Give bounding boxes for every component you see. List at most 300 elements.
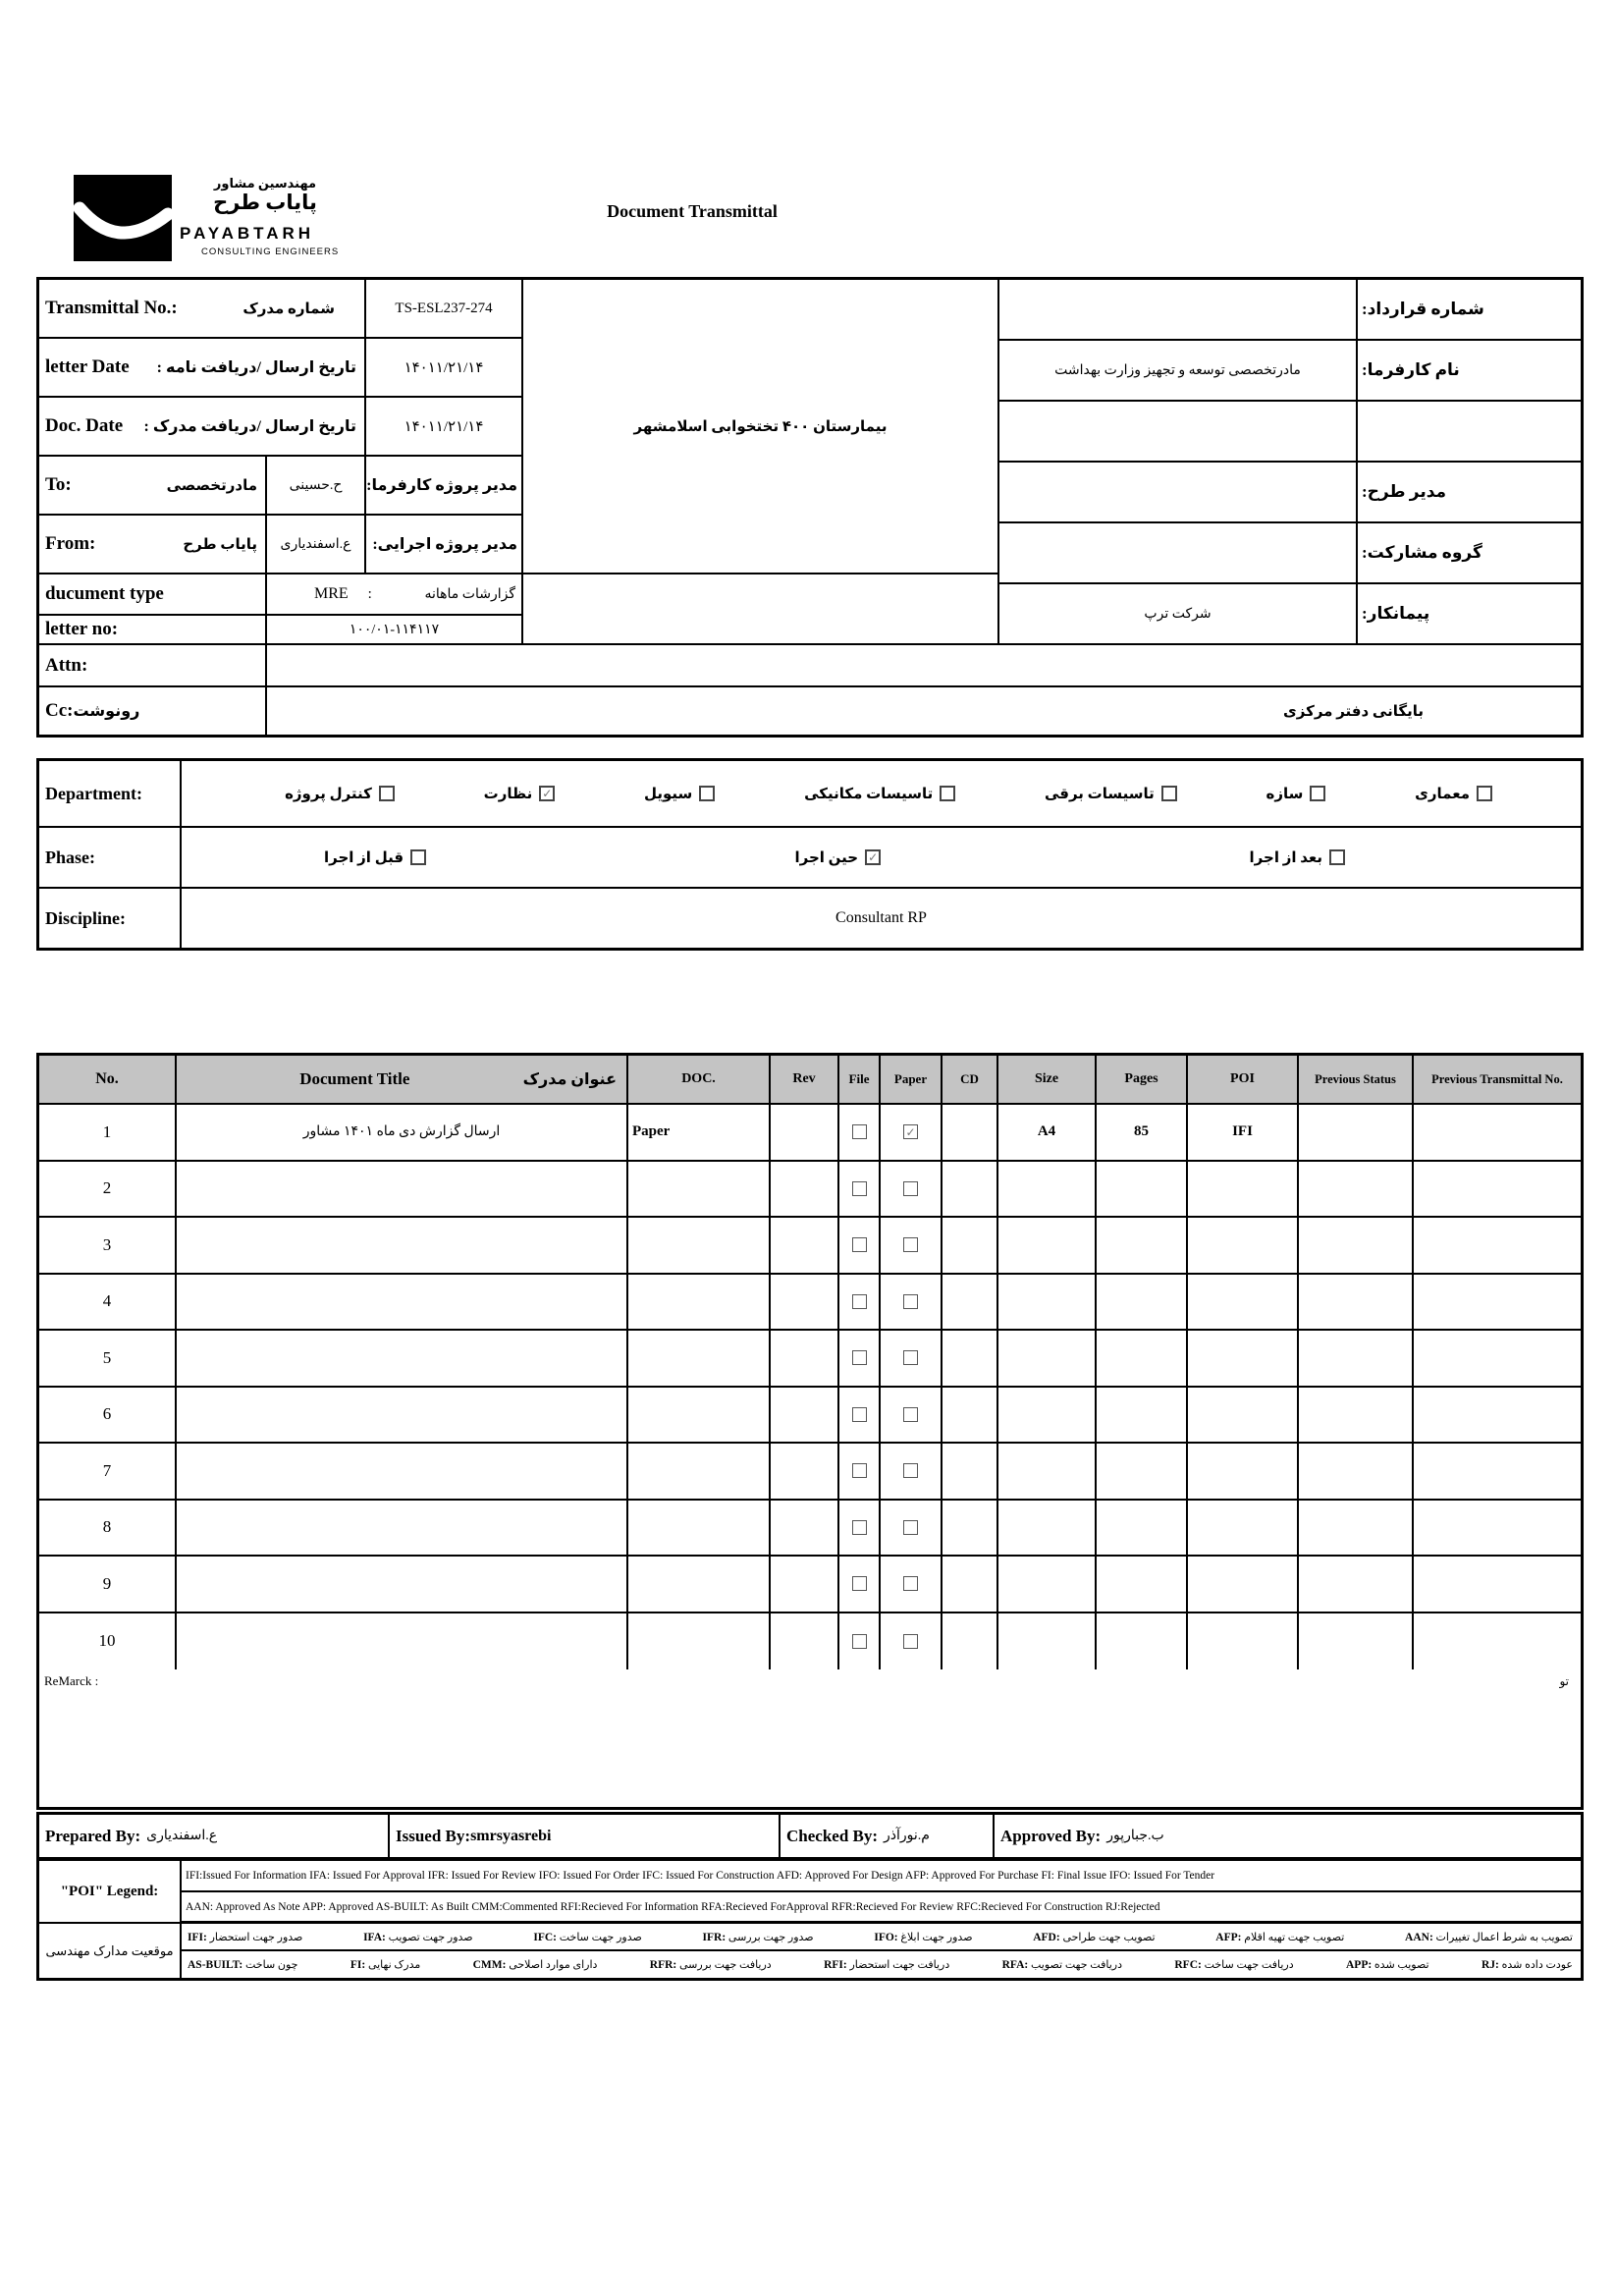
legend-item xyxy=(1215,1931,1344,1943)
letter-no-label-cell xyxy=(39,616,267,645)
doc-row-cell-size xyxy=(998,1275,1097,1332)
doc-row-cell-paper xyxy=(881,1105,943,1162)
doc-row-cell-paper xyxy=(881,1162,943,1219)
doc-row-cell-pages xyxy=(1097,1162,1188,1219)
paper-checkbox[interactable] xyxy=(903,1350,918,1365)
col-header-rev: Rev xyxy=(771,1056,839,1105)
legend-desc: عودت داده شده xyxy=(1501,1959,1573,1971)
doc-row-cell-no: 7 xyxy=(39,1444,177,1501)
file-checkbox[interactable] xyxy=(852,1576,867,1591)
phase-item xyxy=(794,848,881,867)
department-item-label: معماری xyxy=(1415,786,1470,802)
doc-row-cell-poi xyxy=(1188,1613,1299,1670)
to-cell xyxy=(39,457,267,516)
doc-row-cell-paper xyxy=(881,1501,943,1558)
legend-code: IFI: xyxy=(188,1931,207,1943)
file-checkbox[interactable] xyxy=(852,1350,867,1365)
department-item xyxy=(1045,785,1177,803)
doc-row-cell-poi xyxy=(1188,1331,1299,1388)
department-item xyxy=(285,785,395,803)
doc-row-cell-no: 8 xyxy=(39,1501,177,1558)
transmittal-no-label-cell xyxy=(39,280,366,339)
col-header-file: File xyxy=(839,1056,881,1105)
doc-row-cell-prev_status xyxy=(1299,1218,1414,1275)
legend-en-line1: IFI:Issued For Information IFA: Issued For Approval IFR: Issued For Review IFO: Issued For Order IFC: Issued For Construction AFD: Approved For Design AFP: Approved For Purchase FI: Final Issue IFO: Issued For Tender xyxy=(182,1861,1581,1892)
doc-row-cell-prev_status xyxy=(1299,1105,1414,1162)
doc-row-cell-doc xyxy=(628,1275,771,1332)
transmittal-no-label-en: Transmittal No.: xyxy=(45,298,178,318)
doc-row-cell-size: A4 xyxy=(998,1105,1097,1162)
legend-item xyxy=(703,1931,814,1943)
legend-desc: صدور جهت تصویب xyxy=(388,1931,473,1943)
logo-subtitle: CONSULTING ENGINEERS xyxy=(201,246,340,257)
legend-code: RFC: xyxy=(1174,1959,1202,1971)
legend-code: AS-BUILT: xyxy=(188,1959,243,1971)
doc-row-cell-doc xyxy=(628,1613,771,1670)
checked-by-label: Checked By: xyxy=(786,1826,879,1845)
letter-date-value: ۱۴۰۱۱/۲۱/۱۴ xyxy=(366,339,523,398)
paper-checkbox[interactable] xyxy=(903,1463,918,1478)
doc-row-cell-file xyxy=(839,1557,881,1613)
doc-row-cell-size xyxy=(998,1218,1097,1275)
doc-row-cell-doc xyxy=(628,1388,771,1445)
legend-desc: دریافت جهت بررسی xyxy=(679,1959,772,1971)
legend-code: IFC: xyxy=(533,1931,557,1943)
checkbox-bad-az-ejra[interactable] xyxy=(1329,849,1345,865)
page-title: Document Transmittal xyxy=(607,201,778,221)
doc-row-cell-cd xyxy=(943,1501,998,1558)
legend-item xyxy=(650,1958,772,1971)
design-manager-label-cell xyxy=(1358,463,1581,523)
legend-desc: مدرک نهایی xyxy=(367,1959,421,1971)
doc-status-legend-label: موقعیت مدارک مهندسی xyxy=(39,1924,182,1978)
file-checkbox[interactable] xyxy=(852,1237,867,1252)
contractor-label-cell xyxy=(1358,584,1581,645)
empty-row-value xyxy=(999,402,1358,463)
payabtarh-logo xyxy=(74,175,172,261)
doc-row-cell-file xyxy=(839,1613,881,1670)
contractor-label: پیمانکار: xyxy=(1362,604,1430,623)
paper-checkbox[interactable] xyxy=(903,1576,918,1591)
doc-row-cell-title xyxy=(177,1557,628,1613)
paper-checkbox[interactable] xyxy=(903,1520,918,1535)
signatures-row xyxy=(36,1812,1584,1860)
contractor-value: شرکت ترپ xyxy=(999,584,1358,645)
letter-no-label: letter no: xyxy=(45,619,119,639)
doc-row-cell-prev_transmittal xyxy=(1414,1501,1581,1558)
legend-desc: دریافت جهت ساخت xyxy=(1204,1959,1294,1971)
phase-item-label: حین اجرا xyxy=(794,849,859,866)
doc-row-cell-pages: 85 xyxy=(1097,1105,1188,1162)
legend-desc: دارای موارد اصلاحی xyxy=(509,1959,598,1971)
doc-row-cell-prev_status xyxy=(1299,1275,1414,1332)
issued-by-cell xyxy=(390,1815,781,1857)
remark-box xyxy=(36,1669,1584,1810)
doc-row-cell-prev_transmittal xyxy=(1414,1275,1581,1332)
legend-item xyxy=(533,1931,641,1943)
logo-name-en: PAYABTARH xyxy=(180,224,315,243)
doc-row-cell-paper xyxy=(881,1218,943,1275)
department-item xyxy=(1266,785,1326,803)
doc-row-cell-paper xyxy=(881,1444,943,1501)
legend-desc: دریافت جهت استحضار xyxy=(849,1959,950,1971)
prepared-by-label: Prepared By: xyxy=(45,1826,141,1845)
doc-row-cell-poi xyxy=(1188,1275,1299,1332)
doc-row-cell-prev_status xyxy=(1299,1613,1414,1670)
contract-no-value xyxy=(999,280,1358,341)
doc-row-cell-size xyxy=(998,1331,1097,1388)
classification-table xyxy=(36,758,1584,951)
legend-item xyxy=(350,1958,420,1971)
checkbox-nezarat[interactable]: ✓ xyxy=(539,786,555,801)
doc-row-cell-rev xyxy=(771,1501,839,1558)
from-cell xyxy=(39,516,267,574)
legend-desc: تصویب شده xyxy=(1374,1959,1429,1971)
col-header-cd: CD xyxy=(943,1056,998,1105)
doc-row-cell-rev xyxy=(771,1557,839,1613)
header-table xyxy=(36,277,1584,738)
doc-row-cell-file xyxy=(839,1331,881,1388)
doc-date-label-en: Doc. Date xyxy=(45,415,124,436)
legend-code: RJ: xyxy=(1481,1959,1499,1971)
doc-row-cell-prev_status xyxy=(1299,1444,1414,1501)
doc-row-cell-no: 4 xyxy=(39,1275,177,1332)
phase-item-label: بعد از اجرا xyxy=(1249,849,1322,866)
checked-by-name: م.نورآذر xyxy=(884,1829,930,1843)
doc-row-cell-title xyxy=(177,1613,628,1670)
legend-code: IFR: xyxy=(702,1931,727,1943)
phase-item xyxy=(324,848,426,867)
issued-by-name: smrsyasrebi xyxy=(470,1827,552,1844)
doc-row-cell-no: 10 xyxy=(39,1613,177,1670)
doc-row-cell-rev xyxy=(771,1444,839,1501)
checkbox-memari[interactable] xyxy=(1477,786,1492,801)
transmittal-no-value: TS-ESL237-274 xyxy=(366,280,523,339)
exec-pm-label-cell xyxy=(366,516,523,574)
discipline-label-cell xyxy=(39,889,182,948)
doc-row-cell-rev xyxy=(771,1275,839,1332)
doc-row-cell-title xyxy=(177,1388,628,1445)
partnership-group-value xyxy=(999,523,1358,584)
cc-label-cell xyxy=(39,687,267,735)
doc-row-cell-paper xyxy=(881,1331,943,1388)
doc-row-cell-cd xyxy=(943,1557,998,1613)
doc-row-cell-prev_transmittal xyxy=(1414,1444,1581,1501)
project-name: بیمارستان ۴۰۰ تختخوابی اسلامشهر xyxy=(523,280,999,574)
doc-row-cell-pages xyxy=(1097,1501,1188,1558)
phase-item xyxy=(1250,848,1345,867)
remark-note: تو xyxy=(1559,1674,1569,1688)
doc-row-cell-cd xyxy=(943,1444,998,1501)
department-item-label: سیویل xyxy=(644,786,693,802)
doc-row-cell-prev_transmittal xyxy=(1414,1388,1581,1445)
checkbox-tasisat-mekaniki[interactable] xyxy=(940,786,955,801)
doc-row-cell-title: ارسال گزارش دی ماه ۱۴۰۱ مشاور xyxy=(177,1105,628,1162)
doc-row-cell-paper xyxy=(881,1557,943,1613)
doc-row-cell-prev_status xyxy=(1299,1162,1414,1219)
file-checkbox[interactable] xyxy=(852,1124,867,1139)
logo-tagline-fa: مهندسین مشاور xyxy=(213,176,317,191)
paper-checkbox[interactable] xyxy=(903,1634,918,1649)
doc-row-cell-rev xyxy=(771,1388,839,1445)
phase-label: Phase: xyxy=(45,847,95,867)
contract-no-label-cell xyxy=(1358,280,1581,341)
design-manager-value xyxy=(999,463,1358,523)
doc-row-cell-no: 1 xyxy=(39,1105,177,1162)
cc-label-en: Cc: xyxy=(45,700,74,721)
file-checkbox[interactable] xyxy=(852,1463,867,1478)
checkbox-sazeh[interactable] xyxy=(1310,786,1325,801)
attn-value xyxy=(267,645,1581,687)
doc-row-cell-cd xyxy=(943,1162,998,1219)
legend-code: IFO: xyxy=(874,1931,898,1943)
department-item xyxy=(644,785,715,803)
doc-row-cell-doc xyxy=(628,1557,771,1613)
doc-date-value: ۱۴۰۱۱/۲۱/۱۴ xyxy=(366,398,523,457)
doc-row-cell-no: 3 xyxy=(39,1218,177,1275)
legend-desc: صدور جهت بررسی xyxy=(727,1931,814,1943)
cc-value-cell xyxy=(267,687,1581,735)
client-name-label: نام کارفرما: xyxy=(1362,360,1460,379)
legend-item xyxy=(1481,1958,1573,1971)
department-options xyxy=(182,761,1581,828)
checkbox-ghabl-az-ejra[interactable] xyxy=(410,849,426,865)
legend-desc: دریافت جهت تصویب xyxy=(1030,1959,1122,1971)
doc-row-cell-rev xyxy=(771,1331,839,1388)
legend-item xyxy=(1405,1931,1573,1943)
doc-row-cell-doc xyxy=(628,1162,771,1219)
department-label-cell xyxy=(39,761,182,828)
doc-row-cell-file xyxy=(839,1388,881,1445)
doc-row-cell-size xyxy=(998,1388,1097,1445)
col-header-no: No. xyxy=(39,1056,177,1105)
empty-row-label-cell xyxy=(1358,402,1581,463)
col-header-prev-transmittal: Previous Transmittal No. xyxy=(1414,1056,1581,1105)
legend-item xyxy=(188,1958,297,1971)
legend-item xyxy=(188,1931,302,1943)
doc-row-cell-poi xyxy=(1188,1388,1299,1445)
document-type-label-cell xyxy=(39,574,267,616)
doc-row-cell-doc xyxy=(628,1331,771,1388)
letter-date-label-cell xyxy=(39,339,366,398)
legend-fa-line2 xyxy=(182,1951,1581,1978)
doc-row-cell-title xyxy=(177,1218,628,1275)
remark-label: ReMarck : xyxy=(44,1673,99,1688)
legend-table xyxy=(36,1858,1584,1981)
doc-row-cell-doc: Paper xyxy=(628,1105,771,1162)
doc-row-cell-paper xyxy=(881,1275,943,1332)
doc-row-cell-prev_status xyxy=(1299,1331,1414,1388)
legend-item xyxy=(824,1958,949,1971)
discipline-label: Discipline: xyxy=(45,907,127,928)
doc-row-cell-size xyxy=(998,1444,1097,1501)
doc-row-cell-file xyxy=(839,1501,881,1558)
file-checkbox[interactable] xyxy=(852,1294,867,1309)
from-person: ع.اسفندیاری xyxy=(267,516,366,574)
doc-row-cell-prev_status xyxy=(1299,1557,1414,1613)
doc-row-cell-pages xyxy=(1097,1218,1188,1275)
department-item-label: تاسیسات برقی xyxy=(1044,786,1155,802)
cc-value: بایگانی دفتر مرکزی xyxy=(1283,703,1424,720)
file-checkbox[interactable] xyxy=(852,1181,867,1196)
doc-row-cell-poi xyxy=(1188,1162,1299,1219)
approved-by-cell xyxy=(995,1815,1581,1857)
col-header-title-en: Document Title xyxy=(299,1069,410,1088)
prepared-by-cell xyxy=(39,1815,390,1857)
doc-row-cell-title xyxy=(177,1331,628,1388)
doc-row-cell-cd xyxy=(943,1331,998,1388)
legend-desc: صدور جهت ابلاغ xyxy=(900,1931,973,1943)
col-header-size: Size xyxy=(998,1056,1097,1105)
legend-code: RFI: xyxy=(824,1959,847,1971)
doc-row-cell-rev xyxy=(771,1162,839,1219)
exec-pm-label: مدیر پروژه اجرایی: xyxy=(372,536,517,553)
doc-row-cell-cd xyxy=(943,1613,998,1670)
doc-row-cell-cd xyxy=(943,1105,998,1162)
doc-row-cell-pages xyxy=(1097,1613,1188,1670)
prepared-by-name: ع.اسفندیاری xyxy=(146,1829,218,1843)
legend-code: AFP: xyxy=(1215,1931,1242,1943)
document-type-value-cell xyxy=(267,574,523,616)
client-name-value: مادرتخصصی توسعه و تجهیز وزارت بهداشت xyxy=(999,341,1358,402)
doc-row-cell-pages xyxy=(1097,1275,1188,1332)
doc-row-cell-poi xyxy=(1188,1444,1299,1501)
to-label: To: xyxy=(45,474,72,495)
legend-desc: صدور جهت استحضار xyxy=(209,1931,303,1943)
doc-row-cell-poi xyxy=(1188,1218,1299,1275)
legend-item xyxy=(1346,1958,1429,1971)
file-checkbox[interactable] xyxy=(852,1407,867,1422)
department-label: Department: xyxy=(45,783,142,803)
approved-by-label: Approved By: xyxy=(1000,1826,1102,1845)
paper-checkbox[interactable] xyxy=(903,1407,918,1422)
phase-options xyxy=(182,828,1581,889)
legend-item xyxy=(1002,1958,1122,1971)
col-header-title-fa: عنوان مدرک xyxy=(522,1071,617,1088)
doc-row-cell-rev xyxy=(771,1218,839,1275)
document-type-colon: : xyxy=(367,585,372,602)
doc-row-cell-poi xyxy=(1188,1557,1299,1613)
col-header-pages: Pages xyxy=(1097,1056,1188,1105)
checkbox-control-prozhe[interactable] xyxy=(379,786,395,801)
doc-row-cell-prev_transmittal xyxy=(1414,1613,1581,1670)
paper-checkbox[interactable] xyxy=(903,1294,918,1309)
approved-by-name: ب.جبارپور xyxy=(1106,1829,1164,1843)
legend-desc: تصویب جهت طراحی xyxy=(1062,1931,1156,1943)
department-item xyxy=(804,785,955,803)
discipline-value: Consultant RP xyxy=(835,909,927,926)
partnership-group-label: گروه مشارکت: xyxy=(1362,543,1482,562)
doc-row-cell-cd xyxy=(943,1275,998,1332)
doc-row-cell-rev xyxy=(771,1613,839,1670)
doc-row-cell-prev_transmittal xyxy=(1414,1331,1581,1388)
doc-row-cell-cd xyxy=(943,1388,998,1445)
doc-row-cell-doc xyxy=(628,1218,771,1275)
checkbox-hin-ejra[interactable]: ✓ xyxy=(865,849,881,865)
checked-by-cell xyxy=(781,1815,995,1857)
paper-checkbox[interactable] xyxy=(903,1237,918,1252)
cc-label-fa: رونوشت xyxy=(73,703,140,720)
legend-item xyxy=(473,1958,598,1971)
client-pm-label-cell xyxy=(366,457,523,516)
doc-row-cell-size xyxy=(998,1613,1097,1670)
paper-checkbox[interactable]: ✓ xyxy=(903,1124,918,1139)
doc-row-cell-size xyxy=(998,1557,1097,1613)
legend-fa-line1 xyxy=(182,1924,1581,1951)
partnership-group-label-cell xyxy=(1358,523,1581,584)
legend-desc: تصویب جهت تهیه اقلام xyxy=(1244,1931,1345,1943)
contract-no-label: شماره قرارداد: xyxy=(1362,300,1484,318)
col-header-prev-status: Previous Status xyxy=(1299,1056,1414,1105)
legend-code: RFA: xyxy=(1001,1959,1029,1971)
department-item xyxy=(484,785,556,803)
legend-code: IFA: xyxy=(363,1931,386,1943)
poi-legend-label: "POI" Legend: xyxy=(39,1861,182,1924)
phase-label-cell xyxy=(39,828,182,889)
col-header-title xyxy=(177,1056,628,1105)
legend-code: APP: xyxy=(1345,1959,1373,1971)
legend-desc: صدور جهت ساخت xyxy=(559,1931,642,1943)
document-type-fa: گزارشات ماهانه xyxy=(424,586,515,602)
doc-row-cell-title xyxy=(177,1444,628,1501)
doc-row-cell-title xyxy=(177,1501,628,1558)
checkbox-tasisat-barghi[interactable] xyxy=(1161,786,1177,801)
legend-item xyxy=(1174,1958,1293,1971)
phase-item-label: قبل از اجرا xyxy=(324,849,404,866)
file-checkbox[interactable] xyxy=(852,1634,867,1649)
document-table xyxy=(36,1053,1584,1672)
department-item-label: نظارت xyxy=(483,786,533,802)
document-type-code: MRE xyxy=(314,585,349,602)
client-name-label-cell xyxy=(1358,341,1581,402)
letter-no-value: ۱۰۰/۰۱-۱۱۴۱۱۷ xyxy=(267,616,523,645)
doc-row-cell-size xyxy=(998,1162,1097,1219)
legend-code: AFD: xyxy=(1033,1931,1060,1943)
doc-row-cell-file xyxy=(839,1218,881,1275)
checkbox-civil[interactable] xyxy=(699,786,715,801)
issued-by-label: Issued By: xyxy=(396,1826,471,1845)
legend-desc: تصویب به شرط اعمال تغییرات xyxy=(1435,1931,1573,1943)
doc-row-cell-no: 5 xyxy=(39,1331,177,1388)
doc-row-cell-cd xyxy=(943,1218,998,1275)
letter-date-label-fa: تاریخ ارسال /دریافت نامه : xyxy=(156,359,356,376)
to-value: مادرتخصصی xyxy=(166,477,257,494)
legend-item xyxy=(874,1931,972,1943)
doc-row-cell-prev_transmittal xyxy=(1414,1162,1581,1219)
logo-swoosh-icon xyxy=(74,175,172,261)
doc-row-cell-paper xyxy=(881,1613,943,1670)
paper-checkbox[interactable] xyxy=(903,1181,918,1196)
doc-row-cell-prev_status xyxy=(1299,1388,1414,1445)
legend-code: AAN: xyxy=(1405,1931,1433,1943)
department-item xyxy=(1415,785,1492,803)
doc-row-cell-file xyxy=(839,1275,881,1332)
client-pm-label: مدیر پروژه کارفرما: xyxy=(366,477,517,494)
doc-row-cell-file xyxy=(839,1105,881,1162)
doc-row-cell-prev_transmittal xyxy=(1414,1105,1581,1162)
doc-row-cell-doc xyxy=(628,1501,771,1558)
doc-row-cell-file xyxy=(839,1444,881,1501)
legend-code: CMM: xyxy=(472,1959,507,1971)
letter-date-label-en: letter Date xyxy=(45,356,130,377)
doc-row-cell-no: 6 xyxy=(39,1388,177,1445)
doc-row-cell-title xyxy=(177,1275,628,1332)
attn-label: Attn: xyxy=(45,654,88,676)
to-person: ح.حسینی xyxy=(267,457,366,516)
legend-code: FI: xyxy=(350,1959,366,1971)
doc-row-cell-pages xyxy=(1097,1557,1188,1613)
file-checkbox[interactable] xyxy=(852,1520,867,1535)
